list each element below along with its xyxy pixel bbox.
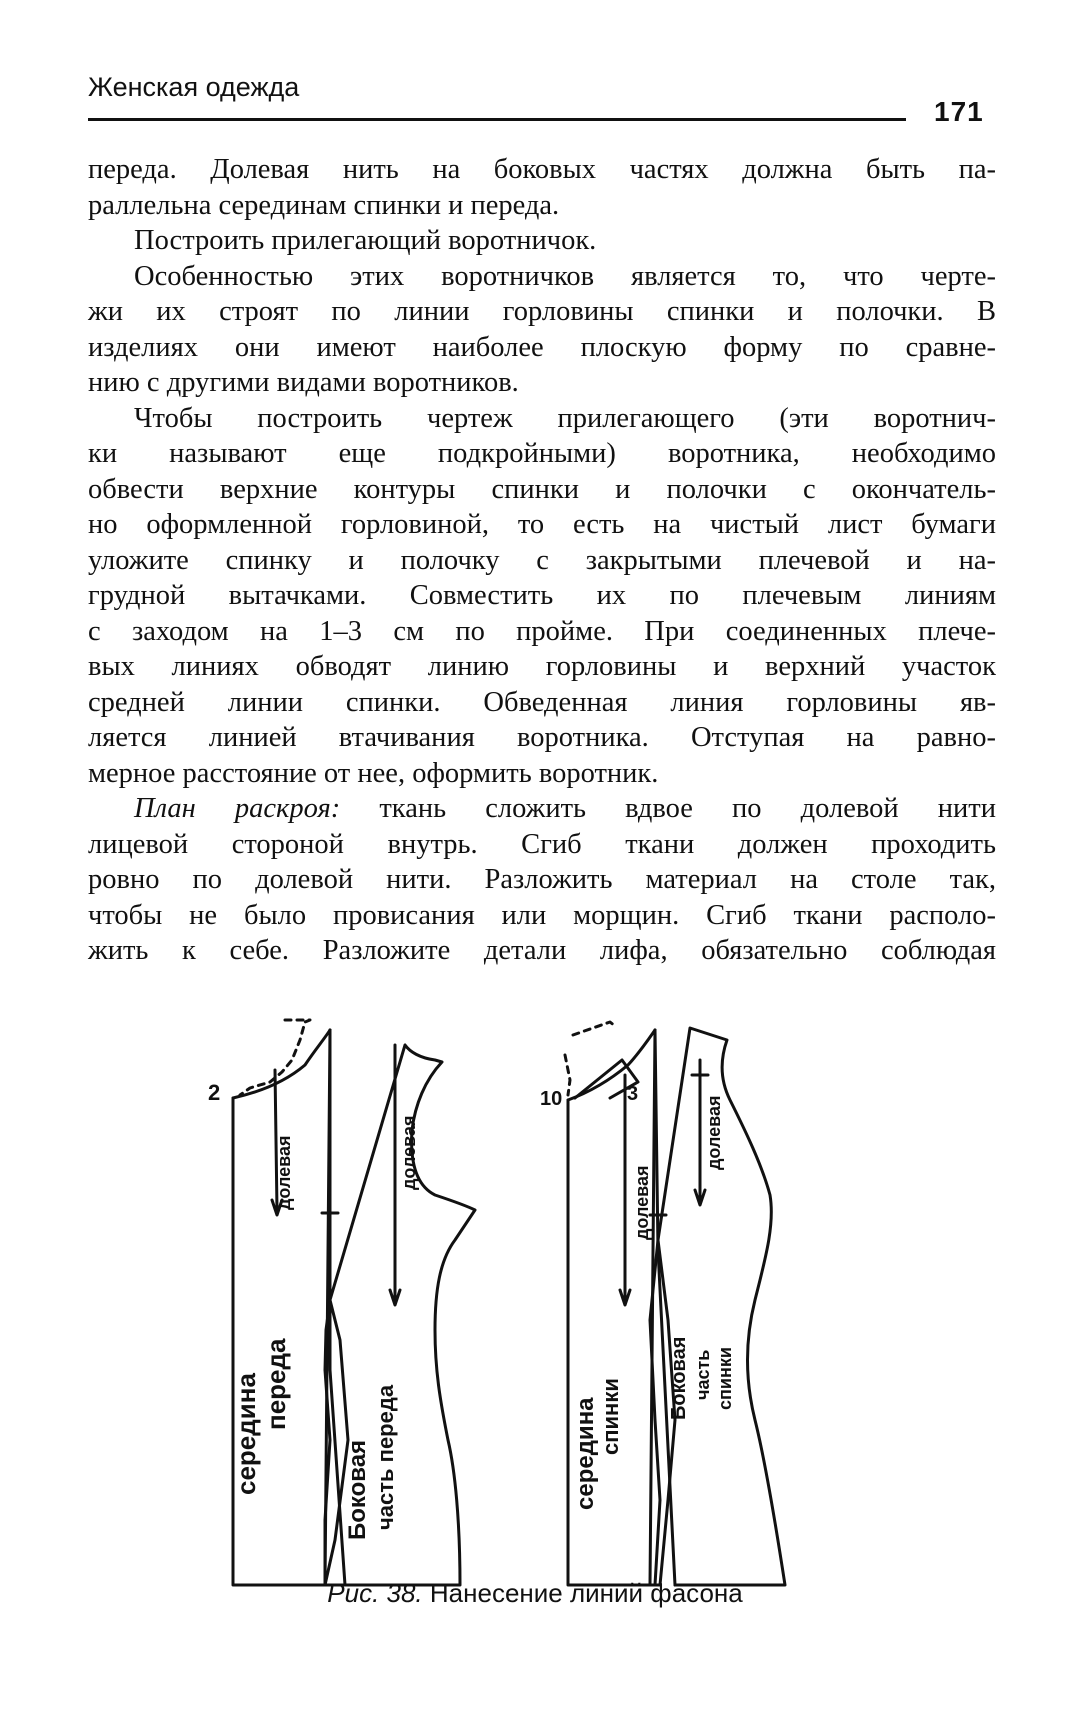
marker-10: 10 <box>540 1088 563 1110</box>
text-line-rest: ткань сложить вдвое по долевой нити <box>340 793 996 824</box>
figure-caption-text: Нанесение линий фасона <box>422 1578 743 1608</box>
text-line <box>88 791 996 827</box>
text-line: изделиях они имеют наиболее плоскую форму по сравне- <box>88 331 996 363</box>
text-line: уложите спинку и полочку с закрытыми плечевой и на- <box>88 544 996 576</box>
figure-number: Рис. 38. <box>327 1578 423 1608</box>
text-line: переда. Долевая нить на боковых частях должна быть па- <box>88 154 996 185</box>
front-pattern-labels <box>208 1080 419 1540</box>
label-center-front-2: переда <box>261 1338 291 1430</box>
text-line: нию с другими видами воротников. <box>88 367 519 398</box>
text-line: жить к себе. Разложите детали лифа, обязательно соблюдая <box>88 935 996 966</box>
pattern-figure <box>208 1000 840 1590</box>
text-line: вых линиях обводят линию горловины и верхний участок <box>88 651 996 682</box>
label-center-back: середина <box>572 1397 599 1510</box>
text-line: ки называют еще подкройными) воротника, необходимо <box>88 438 996 469</box>
text-line: раллельна серединам спинки и переда. <box>88 189 560 221</box>
label-grain-back: долевая <box>632 1165 652 1240</box>
text-line: лицевой стороной внутрь. Сгиб ткани должен проходить <box>88 828 996 860</box>
text-line: грудной вытачками. Совместить их по плечевым линиям <box>88 580 996 611</box>
marker-2: 2 <box>208 1080 221 1105</box>
label-side-front-2: часть переда <box>373 1384 398 1530</box>
text-line: мерное расстояние от нее, оформить воротник. <box>88 757 659 789</box>
text-line: чтобы не было провисания или морщин. Сгиб ткани располо- <box>88 899 996 931</box>
figure-caption <box>0 1578 1070 1609</box>
text-line: с заходом на 1–3 см по пройме. При соединенных плече- <box>88 615 996 647</box>
lead-term: План раскроя: <box>134 793 341 824</box>
marker-3: 3 <box>627 1083 639 1105</box>
label-center-front: середина <box>231 1373 261 1495</box>
running-header-title: Женская одежда <box>88 72 300 102</box>
label-side-back: Боковая <box>668 1336 690 1420</box>
text-line: обвести верхние контуры спинки и полочки с окончатель- <box>88 473 996 505</box>
label-side-front: Боковая <box>344 1439 371 1540</box>
text-line: но оформленной горловиной, то есть на чистый лист бумаги <box>88 509 996 540</box>
label-side-back-2: часть <box>693 1349 713 1400</box>
label-grain-side-back: долевая <box>704 1095 724 1170</box>
page-number: 171 <box>934 96 984 127</box>
text-line: средней линии спинки. Обведенная линия горловины яв- <box>88 686 996 718</box>
label-grain-side-front: долевая <box>399 1115 419 1190</box>
text-line: жи их строят по линии горловины спинки и полочки. В <box>88 296 996 327</box>
label-side-back-3: спинки <box>715 1347 735 1410</box>
text-line: Особенностью этих воротничков является то, что черте- <box>134 260 996 292</box>
label-center-back-2: спинки <box>598 1378 623 1455</box>
header-rule <box>88 118 906 121</box>
pattern-drawing <box>208 1000 840 1590</box>
label-grain-front: долевая <box>274 1135 294 1210</box>
text-line: ляется линией втачивания воротника. Отступая на равно- <box>88 722 996 753</box>
text-line: ровно по долевой нити. Разложить материал на столе так, <box>88 864 996 895</box>
text-line: Построить прилегающий воротничок. <box>134 225 597 256</box>
text-line: Чтобы построить чертеж прилегающего (эти воротнич- <box>134 402 996 434</box>
body-text <box>88 152 996 969</box>
